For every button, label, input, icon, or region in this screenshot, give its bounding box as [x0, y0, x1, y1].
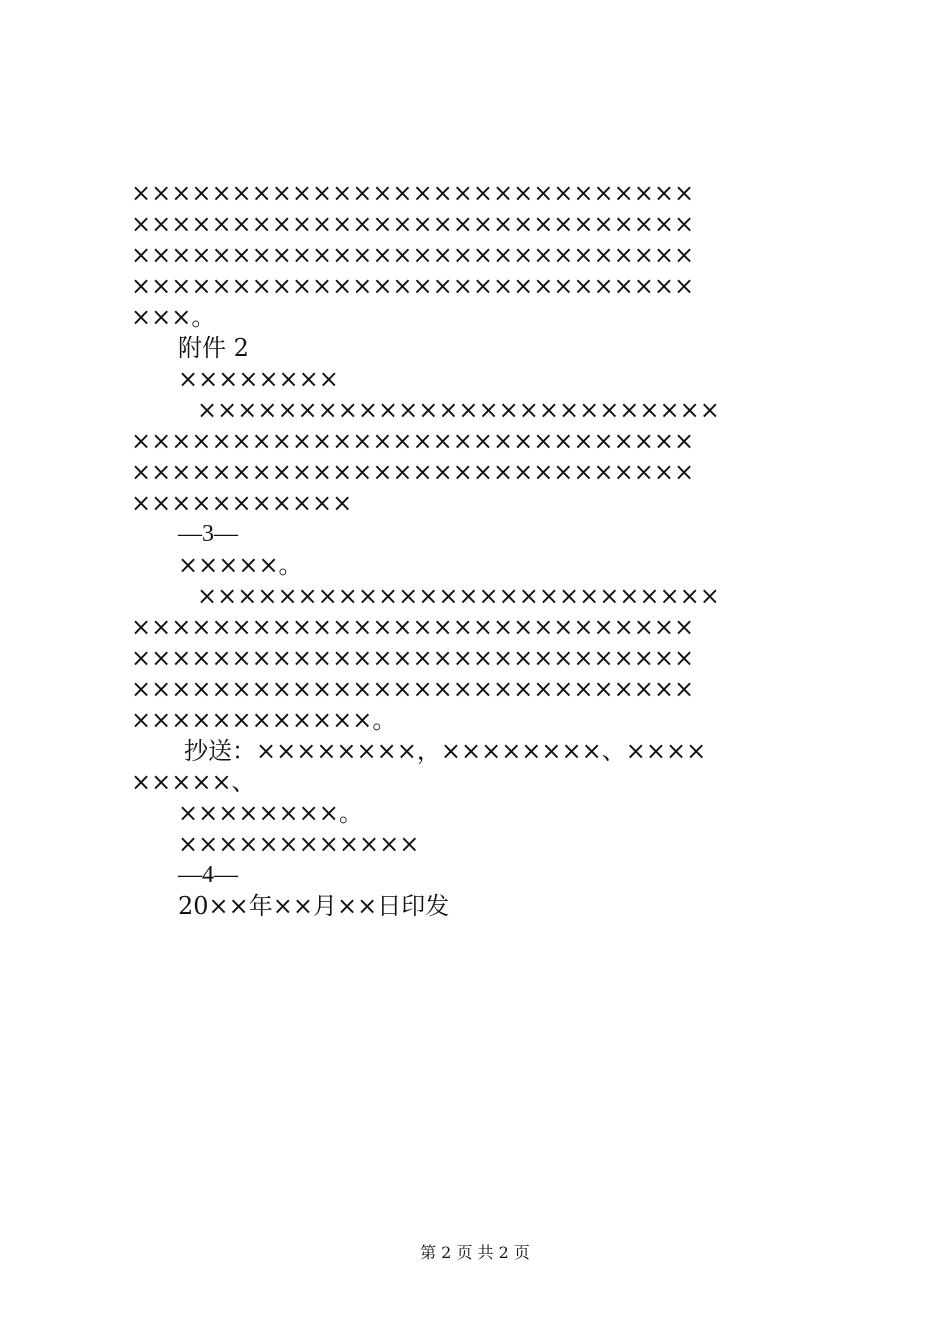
page-number-marker: —3—	[178, 521, 238, 547]
body-text-line: ××××××××××××××××××××××××××××	[131, 272, 695, 300]
body-text-line: ××××××××××××××××××××××××××××	[131, 179, 695, 207]
body-text-line: ××××××××××××××××××××××××××××	[131, 644, 695, 672]
cc-line-continued: ××××××××。	[178, 799, 363, 827]
body-text-line: ××××××××××××××××××××××××××××	[131, 613, 695, 641]
body-text-line: ××××××××××××××××××××××××××××	[131, 675, 695, 703]
body-text-line: ××××××××××××。	[131, 706, 397, 734]
attachment-label: 附件 2	[178, 334, 249, 362]
page-footer: 第 2 页 共 2 页	[420, 1243, 530, 1262]
body-text-line: ××××××××××××××××××××××××××××	[131, 458, 695, 486]
cc-line: 抄送：××××××××，××××××××、××××	[184, 737, 707, 765]
body-text-line: ×××××。	[178, 551, 303, 579]
body-text-line: ××××××××××××××××××××××××××××	[131, 241, 695, 269]
page-number-marker: —4—	[178, 862, 238, 888]
body-text-line: ××××××××××××××××××××××××××	[197, 396, 720, 424]
attachment-title: ××××××××	[178, 365, 339, 393]
body-text-line: ××××××××××××××××××××××××××××	[131, 210, 695, 238]
issuing-office: ××××××××××××	[178, 830, 420, 858]
issue-date: 20××年××月××日印发	[178, 892, 450, 920]
body-text-line: ××××××××××××××××××××××××××	[197, 582, 720, 610]
body-text-line: ××××××××××××××××××××××××××××	[131, 427, 695, 455]
body-text-line: ×××××××××××	[131, 489, 353, 517]
cc-line-continued: ×××××、	[131, 768, 256, 796]
body-text-line: ×××。	[131, 303, 216, 331]
